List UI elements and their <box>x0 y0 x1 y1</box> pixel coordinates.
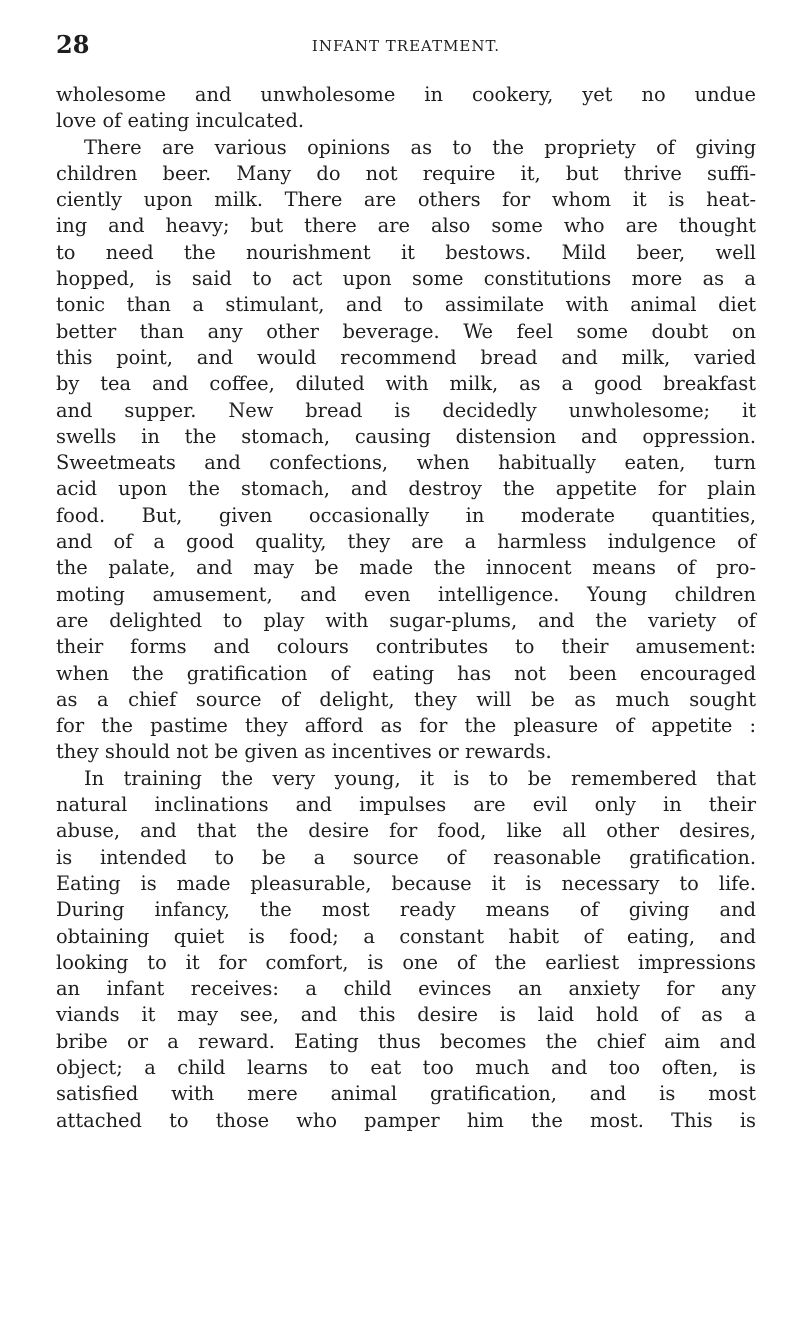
text-line: food. But, given occasionally in moderate quantities, <box>56 503 756 527</box>
body-text <box>56 82 756 1134</box>
text-line: tonic than a stimulant, and to assimilate with animal diet <box>56 293 756 317</box>
running-head <box>56 30 756 60</box>
text-line: swells in the stomach, causing distension and oppression. <box>56 424 756 448</box>
text-line: and supper. New bread is decidedly unwholesome; it <box>56 398 756 422</box>
text-line: During infancy, the most ready means of giving and <box>56 898 756 922</box>
text-line: moting amusement, and even intelligence. Young children <box>56 582 756 606</box>
text-line: they should not be given as incentives or rewards. <box>56 740 552 764</box>
text-line: this point, and would recommend bread and milk, varied <box>56 345 756 369</box>
running-title: INFANT TREATMENT. <box>311 37 501 55</box>
text-line: satisfied with mere animal gratification, and is most <box>56 1082 756 1106</box>
text-line: children beer. Many do not require it, but thrive suffi- <box>56 161 756 185</box>
text-line: ciently upon milk. There are others for whom it is heat- <box>56 188 756 212</box>
page-number: 28 <box>56 30 90 59</box>
text-line: Eating is made pleasurable, because it is necessary to life. <box>56 871 756 895</box>
text-line: acid upon the stomach, and destroy the appetite for plain <box>56 477 756 501</box>
text-line: Sweetmeats and confections, when habitually eaten, turn <box>56 451 756 475</box>
text-line: attached to those who pamper him the most. This is <box>56 1108 756 1132</box>
text-line: bribe or a reward. Eating thus becomes the chief aim and <box>56 1029 756 1053</box>
text-line: object; a child learns to eat too much and too often, is <box>56 1055 756 1079</box>
text-line: natural inclinations and impulses are evil only in their <box>56 793 756 817</box>
text-line: the palate, and may be made the innocent means of pro- <box>56 556 756 580</box>
text-line: for the pastime they afford as for the pleasure of appetite : <box>56 714 756 738</box>
text-line: when the gratification of eating has not been encouraged <box>56 661 756 685</box>
text-line: obtaining quiet is food; a constant habit of eating, and <box>56 924 756 948</box>
text-line: There are various opinions as to the propriety of giving <box>84 135 756 159</box>
text-line: to need the nourishment it bestows. Mild beer, well <box>56 240 756 264</box>
text-line: viands it may see, and this desire is laid hold of as a <box>56 1003 756 1027</box>
text-line: better than any other beverage. We feel some doubt on <box>56 319 756 343</box>
text-line: ing and heavy; but there are also some who are thought <box>56 214 756 238</box>
text-line: as a chief source of delight, they will be as much sought <box>56 687 756 711</box>
text-line: are delighted to play with sugar-plums, and the variety of <box>56 608 756 632</box>
text-line: love of eating inculcated. <box>56 109 305 133</box>
text-line: In training the very young, it is to be remembered that <box>84 766 756 790</box>
text-line: looking to it for comfort, is one of the earliest impressions <box>56 950 756 974</box>
text-line: by tea and coffee, diluted with milk, as a good breakfast <box>56 372 756 396</box>
text-line: an infant receives: a child evinces an anxiety for any <box>56 977 756 1001</box>
text-line: hopped, is said to act upon some constitutions more as a <box>56 267 756 291</box>
text-line: wholesome and unwholesome in cookery, yet no undue <box>56 83 756 106</box>
text-line: abuse, and that the desire for food, like all other desires, <box>56 819 756 843</box>
text-line: their forms and colours contributes to their amusement: <box>56 635 756 659</box>
text-line: and of a good quality, they are a harmless indulgence of <box>56 530 756 554</box>
text-line: is intended to be a source of reasonable gratification. <box>56 845 756 869</box>
